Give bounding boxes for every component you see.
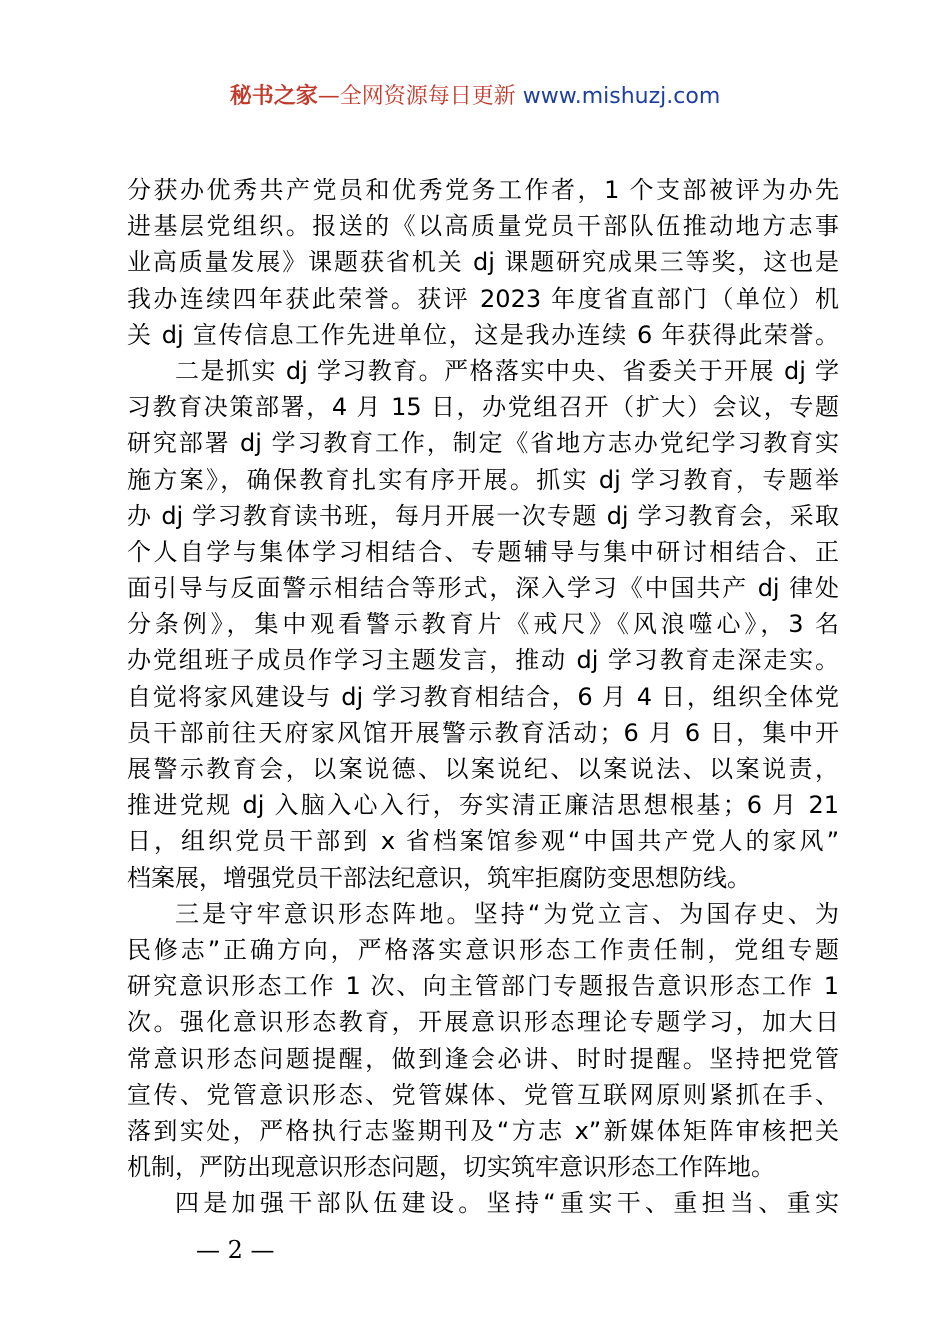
text-line: 面引导与反面警示相结合等形式，深入学习《中国共产 dj 律处 bbox=[127, 574, 839, 603]
paragraph-start-line: 四是加强干部队伍建设。坚持“重实干、重担当、重实 bbox=[175, 1189, 839, 1218]
text-line: 个人自学与集体学习相结合、专题辅导与集中研讨相结合、正 bbox=[127, 537, 839, 566]
site-header bbox=[0, 82, 950, 112]
paragraph-start-line: 三是守牢意识形态阵地。坚持“为党立言、为国存史、为 bbox=[175, 899, 839, 928]
brand-name: 秘书之家 bbox=[229, 84, 318, 109]
header-tagline: —全网资源每日更新 bbox=[317, 84, 516, 109]
site-url-link[interactable]: www.mishuzj.com bbox=[522, 84, 721, 109]
text-line: 办 dj 学习教育读书班，每月开展一次专题 dj 学习教育会，采取 bbox=[127, 501, 839, 530]
text-line: 研究部署 dj 学习教育工作，制定《省地方志办党纪学习教育实 bbox=[127, 429, 839, 458]
text-line: 分获办优秀共产党员和优秀党务工作者，1 个支部被评为办先 bbox=[127, 176, 839, 204]
text-line: 习教育决策部署，4 月 15 日，办党组召开（扩大）会议，专题 bbox=[127, 393, 839, 422]
text-line: 办党组班子成员作学习主题发言，推动 dj 学习教育走深走实。 bbox=[127, 646, 839, 675]
text-line: 常意识形态问题提醒，做到逢会必讲、时时提醒。坚持把党管 bbox=[127, 1044, 839, 1073]
text-line: 业高质量发展》课题获省机关 dj 课题研究成果三等奖，这也是 bbox=[127, 248, 839, 277]
text-line: 自觉将家风建设与 dj 学习教育相结合，6 月 4 日，组织全体党 bbox=[127, 682, 839, 711]
text-line: 落到实处，严格执行志鉴期刊及“方志 x”新媒体矩阵审核把关 bbox=[127, 1116, 839, 1145]
text-line: 关 dj 宣传信息工作先进单位，这是我办连续 6 年获得此荣誉。 bbox=[127, 320, 839, 349]
paragraph-end-line: 档案展，增强党员干部法纪意识，筑牢拒腐防变思想防线。 bbox=[127, 863, 751, 892]
document-body bbox=[127, 172, 839, 1221]
text-line: 分条例》，集中观看警示教育片《戒尺》《风浪噬心》，3 名 bbox=[127, 610, 839, 639]
text-line: 员干部前往天府家风馆开展警示教育活动；6 月 6 日，集中开 bbox=[127, 718, 839, 747]
text-line: 展警示教育会，以案说德、以案说纪、以案说法、以案说责， bbox=[127, 755, 839, 783]
text-line: 次。强化意识形态教育，开展意识形态理论专题学习，加大日 bbox=[127, 1008, 839, 1037]
text-line: 日，组织党员干部到 x 省档案馆参观“中国共产党人的家风” bbox=[127, 827, 839, 856]
text-line: 施方案》，确保教育扎实有序开展。抓实 dj 学习教育，专题举 bbox=[127, 465, 839, 494]
paragraph-start-line: 二是抓实 dj 学习教育。严格落实中央、省委关于开展 dj 学 bbox=[175, 356, 839, 385]
text-line: 研究意识形态工作 1 次、向主管部门专题报告意识形态工作 1 bbox=[127, 972, 839, 1001]
text-line: 进基层党组织。报送的《以高质量党员干部队伍推动地方志事 bbox=[127, 212, 839, 241]
paragraph-end-line: 机制，严防出现意识形态问题，切实筑牢意识形态工作阵地。 bbox=[127, 1153, 775, 1182]
page-number: — 2 — bbox=[196, 1236, 275, 1264]
text-line: 我办连续四年获此荣誉。获评 2023 年度省直部门（单位）机 bbox=[127, 284, 839, 313]
text-line: 宣传、党管意识形态、党管媒体、党管互联网原则紧抓在手、 bbox=[127, 1080, 839, 1109]
text-line: 民修志”正确方向，严格落实意识形态工作责任制，党组专题 bbox=[127, 935, 839, 964]
text-line: 推进党规 dj 入脑入心入行，夯实清正廉洁思想根基；6 月 21 bbox=[127, 791, 839, 820]
